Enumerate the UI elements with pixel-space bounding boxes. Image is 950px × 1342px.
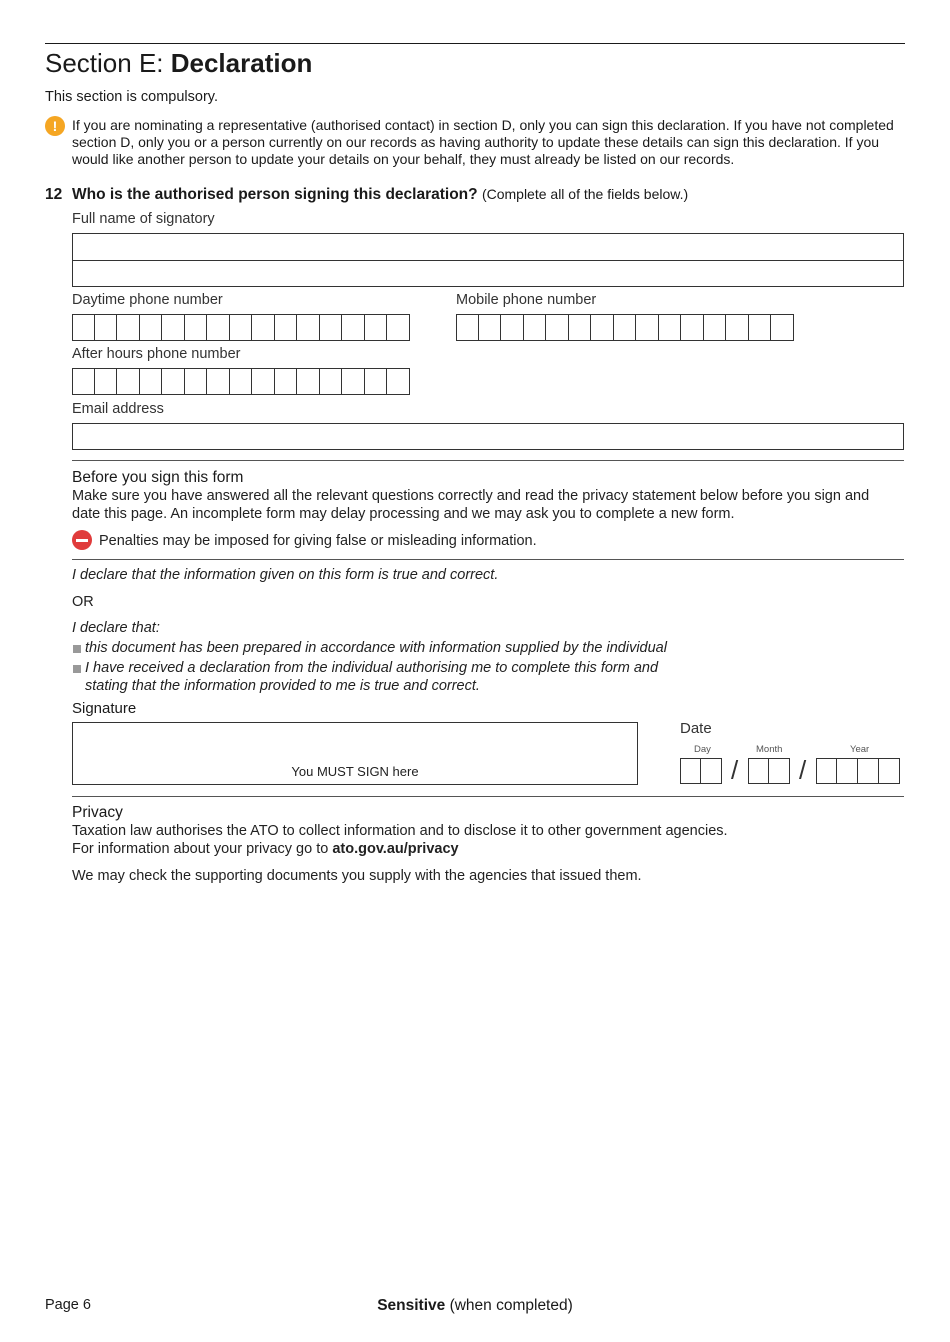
date-cell[interactable] [769, 758, 790, 784]
phone-cell[interactable] [569, 314, 592, 341]
date-cell[interactable] [816, 758, 837, 784]
phone-cell[interactable] [591, 314, 614, 341]
date-cell[interactable] [879, 758, 900, 784]
stop-icon [72, 530, 92, 550]
date-month-field[interactable] [748, 758, 790, 784]
privacy-line2 [72, 840, 459, 858]
full-name-label: Full name of signatory [72, 211, 215, 227]
divider [72, 460, 904, 461]
phone-cell[interactable] [365, 368, 388, 395]
phone-cell[interactable] [681, 314, 704, 341]
privacy-line2-prefix: For information about your privacy go to [72, 841, 333, 857]
phone-cell[interactable] [749, 314, 772, 341]
phone-cell[interactable] [252, 368, 275, 395]
phone-cell[interactable] [614, 314, 637, 341]
date-day-field[interactable] [680, 758, 722, 784]
date-cell[interactable] [858, 758, 879, 784]
question-number: 12 [45, 186, 63, 203]
email-field[interactable] [72, 423, 904, 450]
date-month-label: Month [756, 744, 783, 755]
privacy-heading: Privacy [72, 804, 123, 821]
daytime-phone-label: Daytime phone number [72, 292, 223, 308]
phone-cell[interactable] [342, 314, 365, 341]
sensitive-note: (when completed) [445, 1297, 573, 1314]
phone-cell[interactable] [230, 314, 253, 341]
penalty-text: Penalties may be imposed for giving false or misleading information. [99, 533, 537, 549]
phone-cell[interactable] [320, 314, 343, 341]
bullet-icon [73, 665, 81, 673]
warning-text: If you are nominating a representative (authorised contact) in section D, only you can sign this declaration. If you have not completed section D, only you or a person currently on our records as having authority to update these details can sign this declaration. If you would like another person to update your details on your behalf, they must already be listed on our records. [72, 117, 894, 167]
top-rule [45, 43, 905, 44]
phone-cell[interactable] [140, 314, 163, 341]
phone-cell[interactable] [95, 314, 118, 341]
compulsory-note: This section is compulsory. [45, 89, 218, 105]
phone-cell[interactable] [320, 368, 343, 395]
phone-cell[interactable] [387, 314, 410, 341]
phone-cell[interactable] [546, 314, 569, 341]
before-sign-text: Make sure you have answered all the relevant questions correctly and read the privacy statement below before you sign and date this page. An incomplete form may delay processing and we may ask you to complete a new form. [72, 488, 870, 522]
phone-cell[interactable] [297, 314, 320, 341]
phone-cell[interactable] [726, 314, 749, 341]
date-cell[interactable] [748, 758, 769, 784]
full-name-field-line2[interactable] [72, 260, 904, 287]
warning-icon: ! [45, 116, 65, 136]
sensitivity-label [0, 1297, 950, 1315]
phone-cell[interactable] [297, 368, 320, 395]
section-name: Declaration [170, 48, 313, 78]
phone-cell[interactable] [479, 314, 502, 341]
mobile-phone-label: Mobile phone number [456, 292, 597, 308]
phone-cell[interactable] [162, 314, 185, 341]
mobile-phone-field[interactable] [456, 314, 794, 341]
phone-cell[interactable] [636, 314, 659, 341]
phone-cell[interactable] [704, 314, 727, 341]
full-name-field-line1[interactable] [72, 233, 904, 261]
phone-cell[interactable] [140, 368, 163, 395]
phone-cell[interactable] [230, 368, 253, 395]
phone-cell[interactable] [117, 314, 140, 341]
phone-cell[interactable] [72, 314, 95, 341]
signature-box[interactable] [72, 722, 638, 785]
divider [72, 796, 904, 797]
phone-cell[interactable] [387, 368, 410, 395]
phone-cell[interactable] [185, 314, 208, 341]
daytime-phone-field[interactable] [72, 314, 410, 341]
phone-cell[interactable] [252, 314, 275, 341]
signature-label: Signature [72, 700, 137, 717]
signature-hint: You MUST SIGN here [291, 764, 419, 779]
date-cell[interactable] [837, 758, 858, 784]
date-label: Date [680, 720, 712, 737]
section-title [45, 47, 312, 79]
phone-cell[interactable] [342, 368, 365, 395]
date-day-label: Day [694, 744, 711, 755]
declaration-or: OR [72, 594, 94, 610]
phone-cell[interactable] [207, 368, 230, 395]
declaration-line2: I declare that: [72, 620, 160, 636]
page-number: Page 6 [45, 1297, 91, 1313]
section-prefix: Section E: [45, 48, 171, 78]
email-label: Email address [72, 401, 164, 417]
question-text [72, 186, 688, 204]
phone-cell[interactable] [275, 314, 298, 341]
after-hours-label: After hours phone number [72, 346, 241, 362]
declaration-bullet2a: I have received a declaration from the individual authorising me to complete this form and [85, 660, 659, 676]
phone-cell[interactable] [185, 368, 208, 395]
phone-cell[interactable] [524, 314, 547, 341]
phone-cell[interactable] [501, 314, 524, 341]
privacy-line3: We may check the supporting documents you supply with the agencies that issued them. [72, 868, 642, 884]
date-year-label: Year [850, 744, 870, 755]
divider [72, 559, 904, 560]
date-cell[interactable] [680, 758, 701, 784]
question-note: (Complete all of the fields below.) [481, 186, 689, 202]
declaration-line1: I declare that the information given on this form is true and correct. [72, 567, 499, 583]
date-year-field[interactable] [816, 758, 900, 784]
declaration-bullet1: this document has been prepared in accordance with information supplied by the individual [85, 640, 667, 656]
phone-cell[interactable] [95, 368, 118, 395]
declaration-bullet2b: stating that the information provided to me is true and correct. [85, 678, 480, 694]
date-cell[interactable] [701, 758, 722, 784]
phone-cell[interactable] [456, 314, 479, 341]
phone-cell[interactable] [72, 368, 95, 395]
question-title: Who is the authorised person signing this declaration? [72, 186, 478, 203]
sensitive-word: Sensitive [377, 1297, 446, 1314]
privacy-link[interactable]: ato.gov.au/privacy [332, 841, 459, 857]
date-slash: / [799, 755, 807, 785]
before-sign-heading: Before you sign this form [72, 469, 244, 486]
phone-cell[interactable] [207, 314, 230, 341]
phone-cell[interactable] [365, 314, 388, 341]
phone-cell[interactable] [771, 314, 794, 341]
phone-cell[interactable] [162, 368, 185, 395]
after-hours-field[interactable] [72, 368, 410, 395]
phone-cell[interactable] [275, 368, 298, 395]
privacy-line1: Taxation law authorises the ATO to collect information and to disclose it to other government agencies. [72, 823, 728, 839]
bullet-icon [73, 645, 81, 653]
phone-cell[interactable] [659, 314, 682, 341]
date-slash: / [731, 755, 739, 785]
phone-cell[interactable] [117, 368, 140, 395]
